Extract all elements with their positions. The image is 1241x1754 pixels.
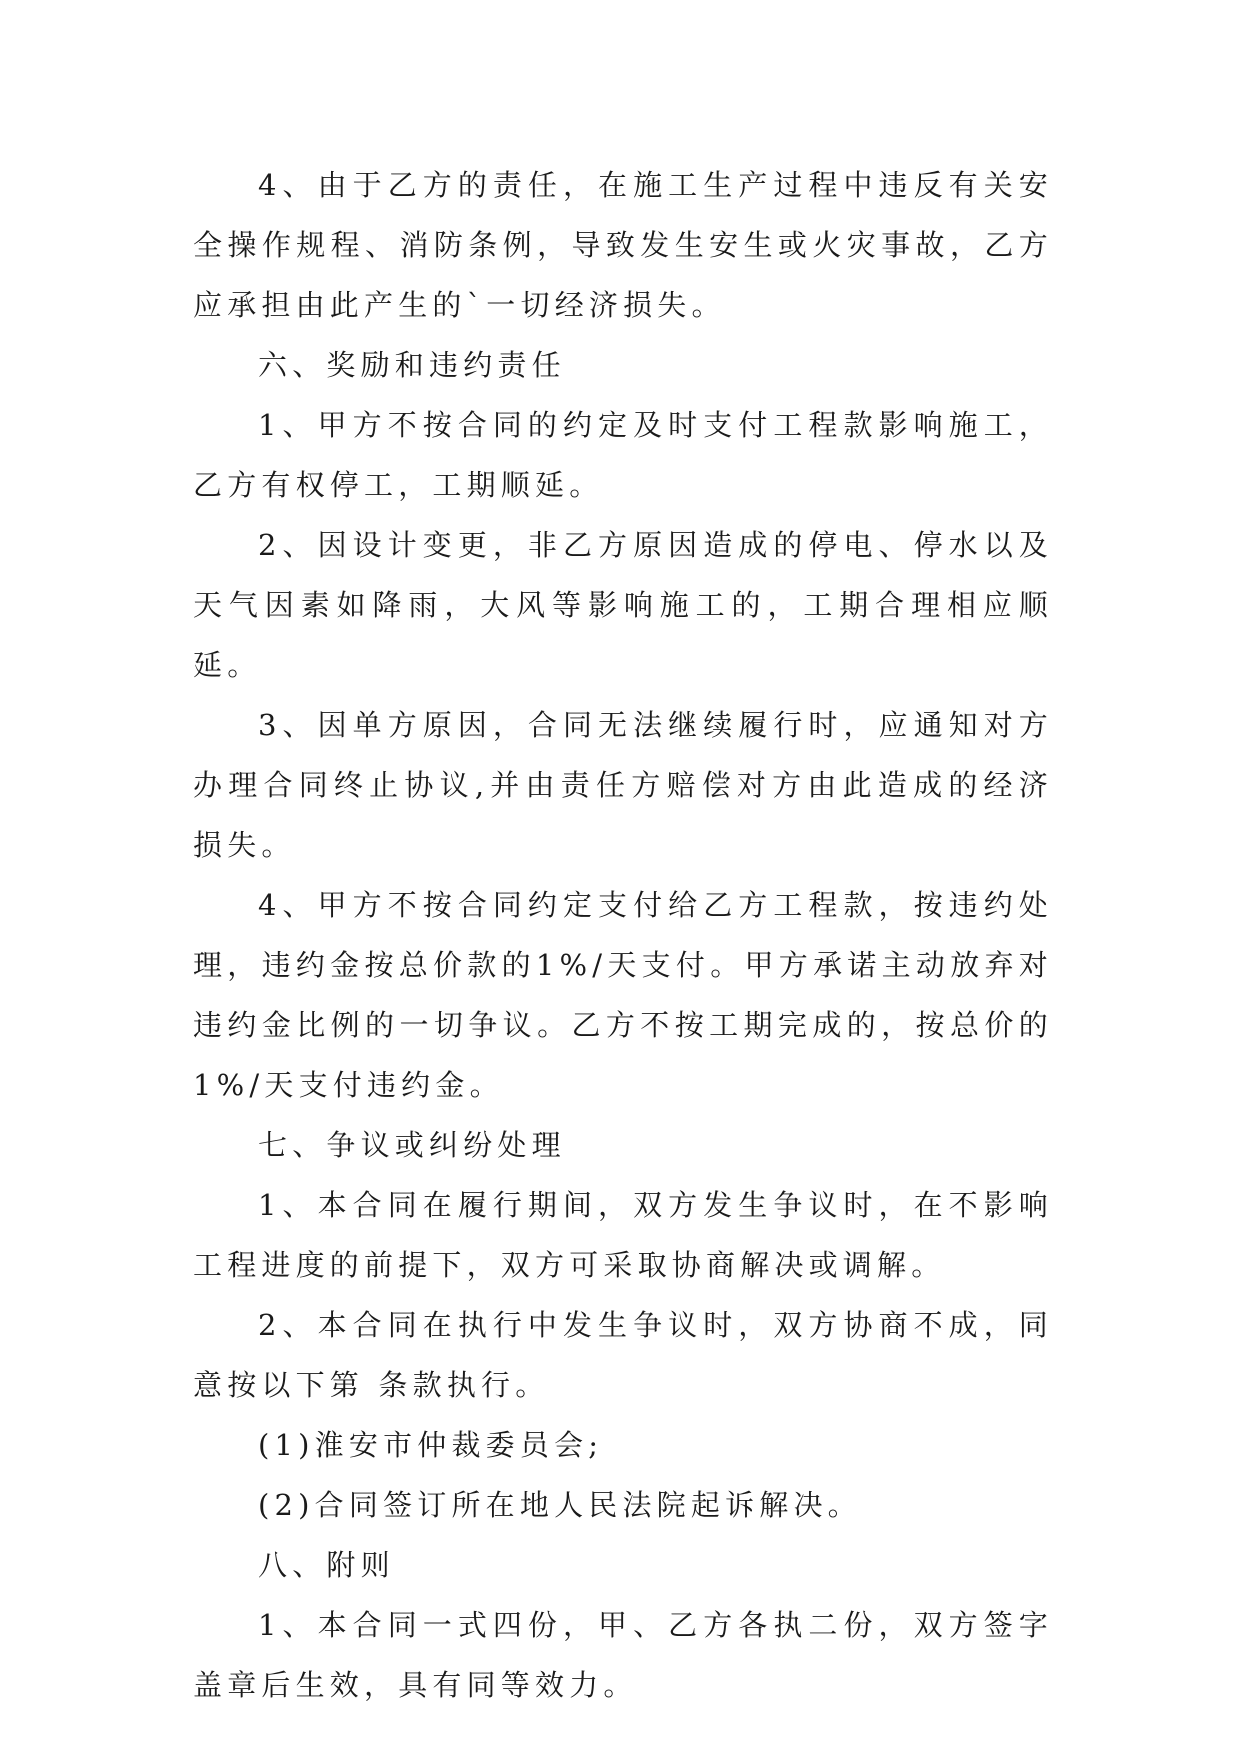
paragraph-clause-2-execution: 2、本合同在执行中发生争议时，双方协商不成，同意按以下第 条款执行。 [193,1308,1053,1402]
paragraph-clause-4-safety: 4、由于乙方的责任，在施工生产过程中违反有关安全操作规程、消防条例，导致发生安生或火灾事故，乙方应承担由此产生的`一切经济损失。 [193,168,1053,322]
paragraph-clause-2-design-change: 2、因设计变更，非乙方原因造成的停电、停水以及天气因素如降雨，大风等影响施工的，工期合理相应顺延。 [193,528,1053,682]
paragraph-clause-4-penalty: 4、甲方不按合同约定支付给乙方工程款，按违约处理，违约金按总价款的1%/天支付。甲方承诺主动放弃对违约金比例的一切争议。乙方不按工期完成的，按总价的1%/天支付违约金。 [193,888,1053,1102]
paragraph-clause-3-termination: 3、因单方原因，合同无法继续履行时，应通知对方办理合同终止协议,并由责任方赔偿对方由此造成的经济损失。 [193,708,1053,862]
section-heading-rewards-liability: 六、奖励和违约责任 [258,348,566,382]
paragraph-option-arbitration: (1)淮安市仲裁委员会; [258,1428,604,1462]
paragraph-clause-1-negotiation: 1、本合同在履行期间，双方发生争议时，在不影响工程进度的前提下，双方可采取协商解决或调解。 [193,1188,1053,1282]
paragraph-option-court: (2)合同签订所在地人民法院起诉解决。 [258,1488,862,1522]
document-body [193,155,1053,1715]
paragraph-clause-1-copies: 1、本合同一式四份，甲、乙方各执二份，双方签字盖章后生效，具有同等效力。 [193,1608,1053,1702]
section-heading-disputes: 七、争议或纠纷处理 [258,1128,566,1162]
paragraph-clause-1-payment: 1、甲方不按合同的约定及时支付工程款影响施工，乙方有权停工，工期顺延。 [193,408,1053,502]
section-heading-supplementary: 八、附则 [258,1548,395,1582]
